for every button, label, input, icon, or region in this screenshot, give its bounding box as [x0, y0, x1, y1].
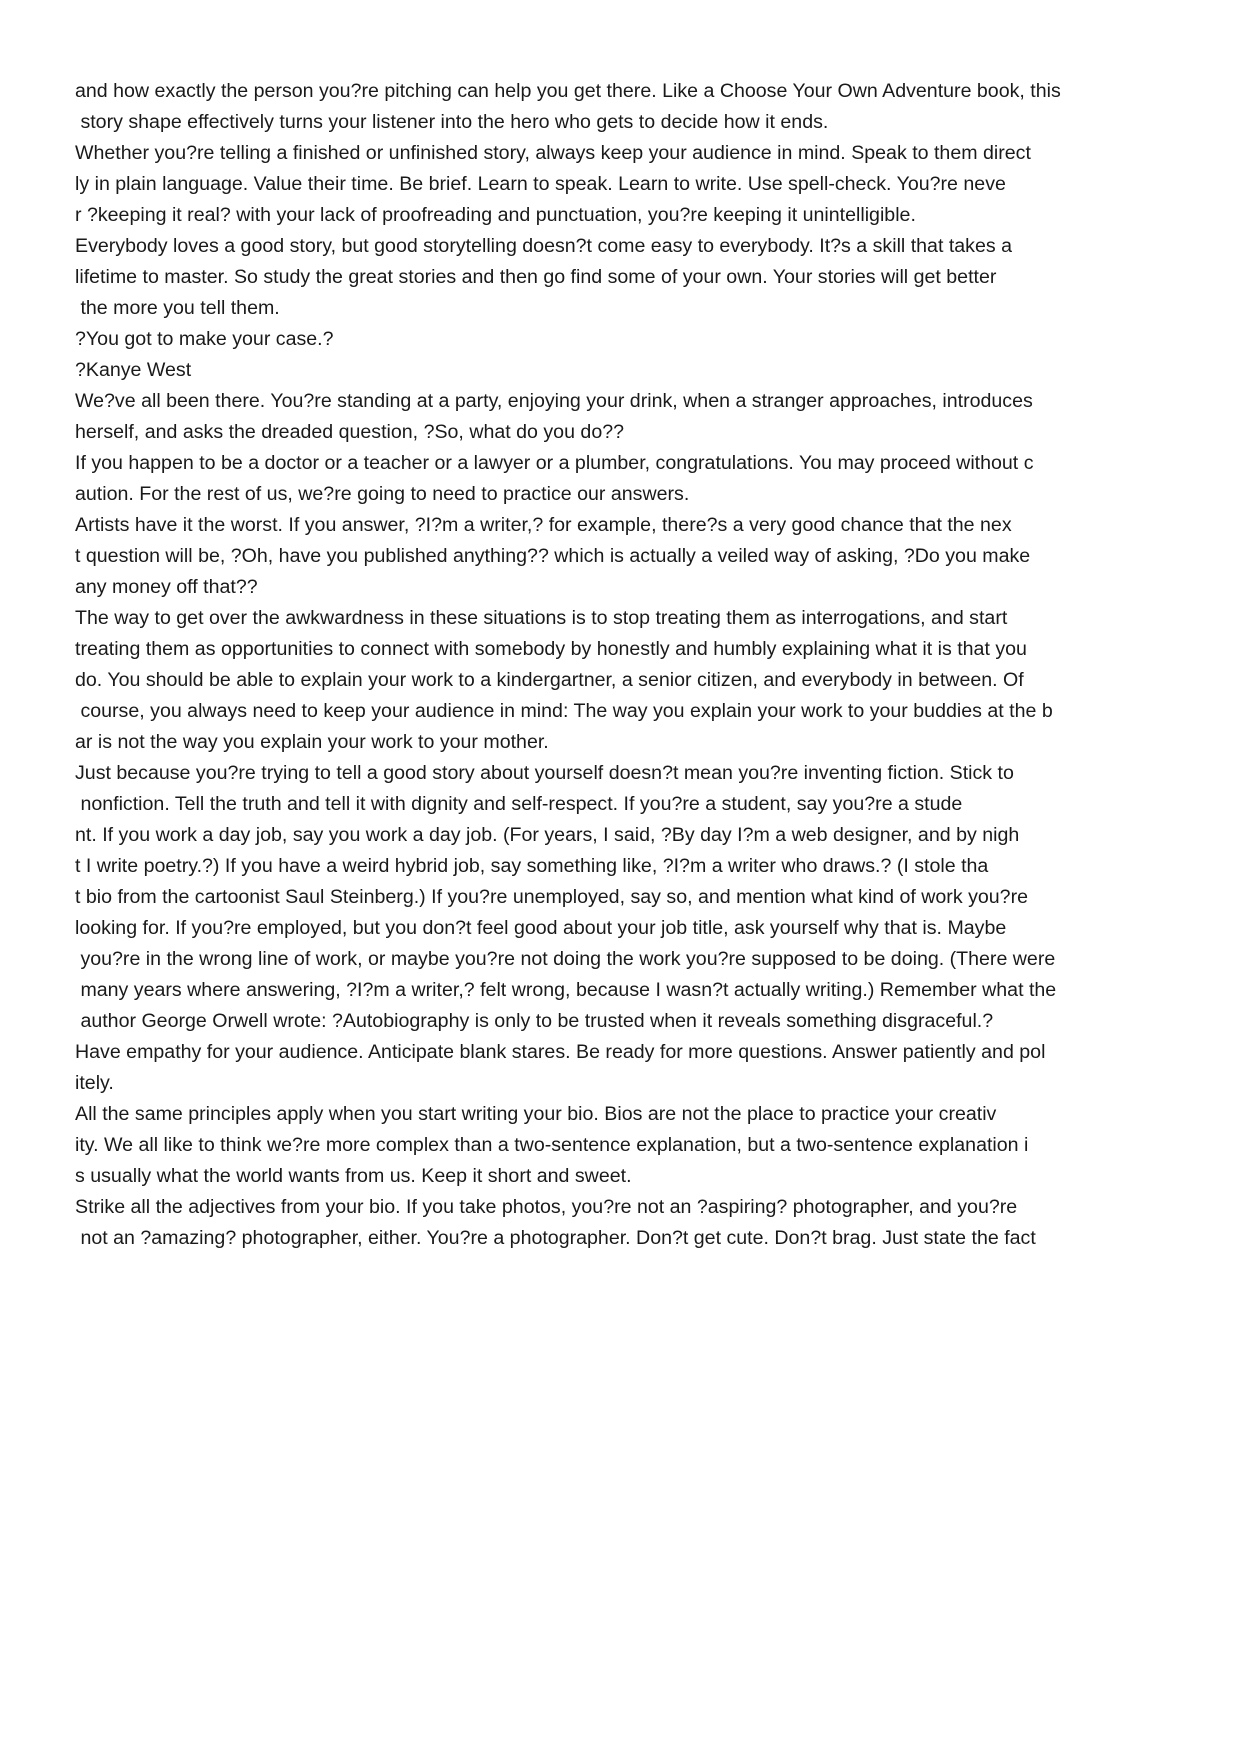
text-line: lifetime to master. So study the great stories and then go find some of your own. Your stories will get better: [75, 266, 997, 288]
text-line: herself, and asks the dreaded question, ?So, what do you do??: [75, 421, 625, 443]
text-line: Strike all the adjectives from your bio. If you take photos, you?re not an ?aspiring? photographer, and you?re: [75, 1196, 1018, 1218]
text-line: you?re in the wrong line of work, or maybe you?re not doing the work you?re supposed to be doing. (There were: [75, 948, 1056, 970]
text-line: story shape effectively turns your listener into the hero who gets to decide how it ends.: [75, 111, 829, 133]
text-line: the more you tell them.: [75, 297, 280, 319]
text-line: ly in plain language. Value their time. Be brief. Learn to speak. Learn to write. Use spell-check. You?re neve: [75, 173, 1006, 195]
text-line: any money off that??: [75, 576, 258, 598]
text-line: itely.: [75, 1072, 114, 1094]
text-line: t I write poetry.?) If you have a weird hybrid job, say something like, ?I?m a writer who draws.? (I stole tha: [75, 855, 989, 877]
text-line: s usually what the world wants from us. Keep it short and sweet.: [75, 1165, 632, 1187]
text-line: treating them as opportunities to connect with somebody by honestly and humbly explaining what it is that you: [75, 638, 1027, 660]
document-body-text: [75, 76, 1195, 1254]
text-line: not an ?amazing? photographer, either. You?re a photographer. Don?t get cute. Don?t brag. Just state the fact: [75, 1227, 1036, 1249]
text-line: t question will be, ?Oh, have you published anything?? which is actually a veiled way of asking, ?Do you make: [75, 545, 1031, 567]
text-line: do. You should be able to explain your work to a kindergartner, a senior citizen, and everybody in between. Of: [75, 669, 1024, 691]
text-line: Everybody loves a good story, but good storytelling doesn?t come easy to everybody. It?s a skill that takes a: [75, 235, 1013, 257]
text-line: author George Orwell wrote: ?Autobiography is only to be trusted when it reveals something disgraceful.?: [75, 1010, 994, 1032]
text-line: and how exactly the person you?re pitching can help you get there. Like a Choose Your Own Adventure book, this: [75, 80, 1061, 102]
text-line: nonfiction. Tell the truth and tell it with dignity and self-respect. If you?re a student, say you?re a stude: [75, 793, 963, 815]
quote-attribution: ?Kanye West: [75, 359, 192, 381]
text-line: r ?keeping it real? with your lack of proofreading and punctuation, you?re keeping it unintelligible.: [75, 204, 916, 226]
text-line: Just because you?re trying to tell a good story about yourself doesn?t mean you?re inventing fiction. Stick to: [75, 762, 1014, 784]
text-line: looking for. If you?re employed, but you don?t feel good about your job title, ask yourself why that is. Maybe: [75, 917, 1007, 939]
text-line: many years where answering, ?I?m a writer,? felt wrong, because I wasn?t actually writing.) Remember what the: [75, 979, 1057, 1001]
text-line: We?ve all been there. You?re standing at a party, enjoying your drink, when a stranger approaches, introduces: [75, 390, 1033, 412]
text-line: ar is not the way you explain your work to your mother.: [75, 731, 549, 753]
text-line: nt. If you work a day job, say you work a day job. (For years, I said, ?By day I?m a web designer, and by nigh: [75, 824, 1020, 846]
text-line: ity. We all like to think we?re more complex than a two-sentence explanation, but a two-sentence explanation i: [75, 1134, 1029, 1156]
text-line: Have empathy for your audience. Anticipate blank stares. Be ready for more questions. Answer patiently and pol: [75, 1041, 1046, 1063]
text-line: All the same principles apply when you start writing your bio. Bios are not the place to practice your creativ: [75, 1103, 997, 1125]
text-line: aution. For the rest of us, we?re going to need to practice our answers.: [75, 483, 690, 505]
text-line: If you happen to be a doctor or a teacher or a lawyer or a plumber, congratulations. You may proceed without c: [75, 452, 1034, 474]
quote-line: ?You got to make your case.?: [75, 328, 334, 350]
text-line: Whether you?re telling a finished or unfinished story, always keep your audience in mind. Speak to them direct: [75, 142, 1031, 164]
text-line: t bio from the cartoonist Saul Steinberg.) If you?re unemployed, say so, and mention what kind of work you?re: [75, 886, 1028, 908]
text-line: The way to get over the awkwardness in these situations is to stop treating them as interrogations, and start: [75, 607, 1008, 629]
text-line: course, you always need to keep your audience in mind: The way you explain your work to your buddies at the b: [75, 700, 1053, 722]
text-line: Artists have it the worst. If you answer, ?I?m a writer,? for example, there?s a very good chance that the nex: [75, 514, 1012, 536]
